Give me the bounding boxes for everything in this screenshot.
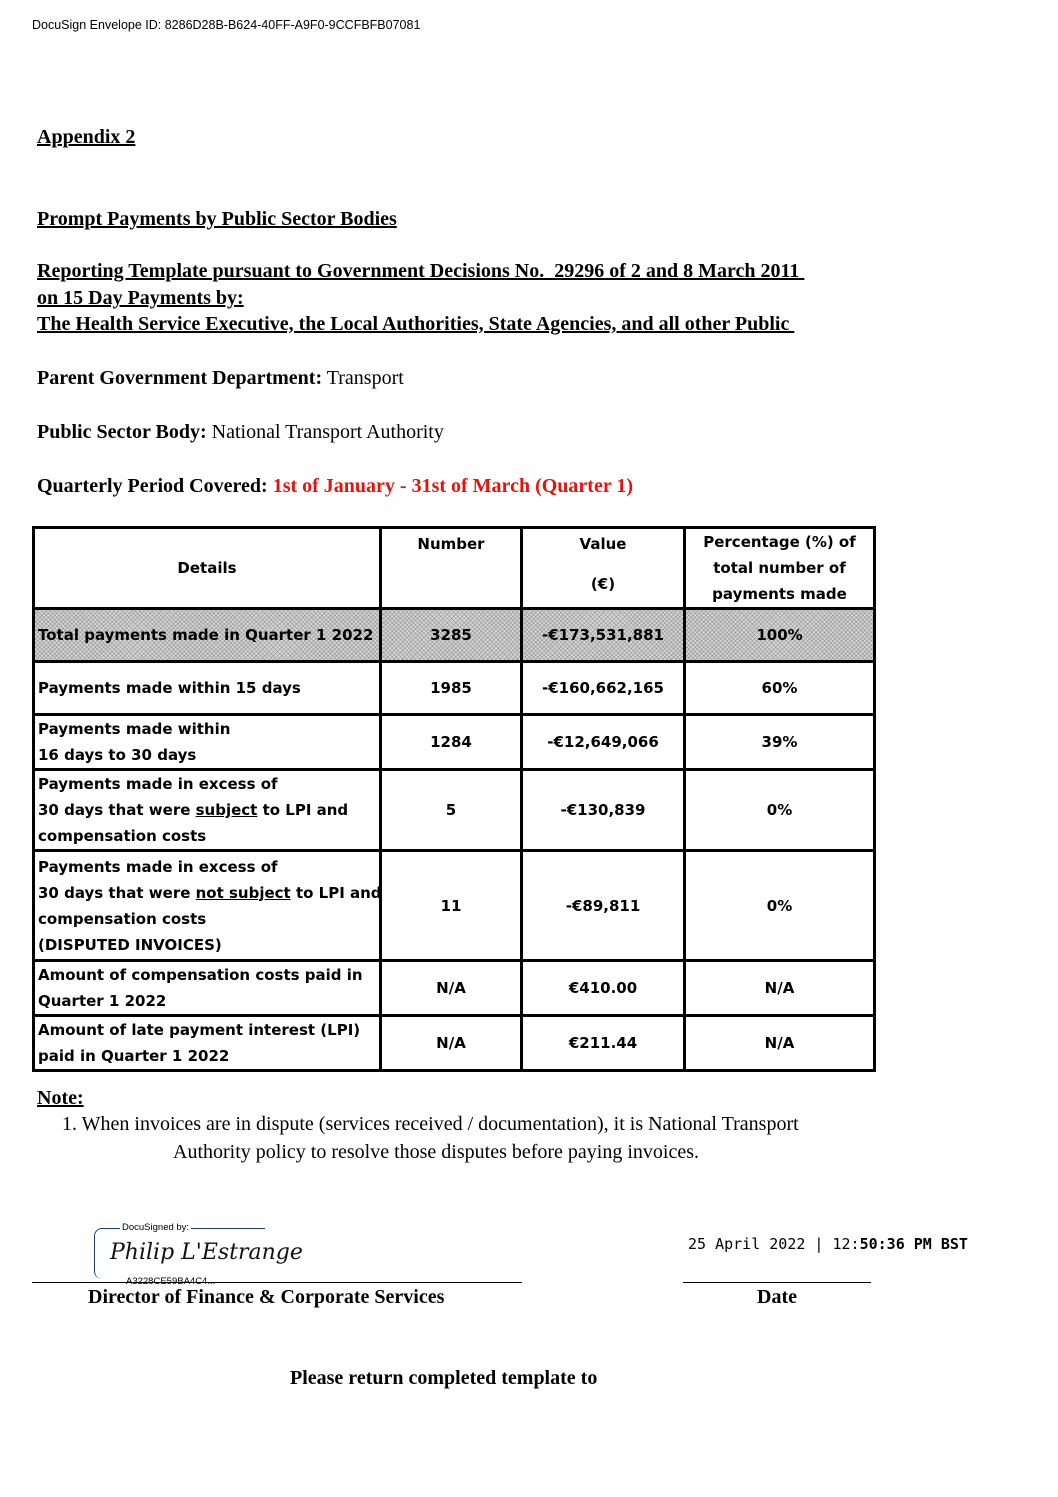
payments-table [32,526,876,1072]
docusign-id: A3228CE59BA4C4... [126,1276,216,1287]
details-line-3: compensation costs [38,909,207,928]
signed-date [688,1235,968,1253]
cell-details [34,1016,381,1071]
envelope-id: DocuSign Envelope ID: 8286D28B-B624-40FF-A9F0-9CCFBFB07081 [32,18,421,32]
details-text: to LPI and [290,883,382,902]
header-pct-line-1: Percentage (%) of [703,533,856,551]
header-details: Details [34,528,381,609]
header-value-line-1: Value [579,535,627,553]
cell-number: 5 [381,770,522,851]
subheading-line-2: on 15 Day Payments by: [37,287,244,309]
appendix-title: Appendix 2 [37,126,136,148]
details-line-1: Payments made in excess of [38,775,278,793]
table-header-row [34,528,875,609]
cell-percentage: 39% [685,715,875,770]
table-row-compensation [34,961,875,1016]
cell-details: Total payments made in Quarter 1 2022 [34,609,381,662]
details-emphasis: subject [195,801,258,819]
public-body-line [37,421,444,444]
cell-number: N/A [381,961,522,1016]
details-text: 30 days that were [38,801,196,819]
header-number: Number [381,528,522,609]
details-line-2: Quarter 1 2022 [38,992,167,1010]
cell-percentage: N/A [685,961,875,1016]
cell-value: €211.44 [522,1016,685,1071]
details-line-2 [38,797,376,823]
header-value-line-2: (€) [590,575,616,593]
header-percentage [685,528,875,609]
cell-number: 11 [381,851,522,961]
cell-value: -€130,839 [522,770,685,851]
details-line-2 [38,880,382,906]
note-line-2: Authority policy to resolve those disputes before paying invoices. [173,1141,700,1163]
department-line [37,367,404,390]
details-line-1: Amount of late payment interest (LPI) [38,1021,361,1039]
period-label: Quarterly Period Covered: [37,475,268,497]
details-line-2: paid in Quarter 1 2022 [38,1047,230,1065]
signature: Philip L'Estrange [110,1240,303,1265]
details-line-1: Payments made within [38,720,231,738]
cell-percentage: N/A [685,1016,875,1071]
signed-time-text: 50:36 PM BST [859,1235,968,1253]
public-body-label: Public Sector Body: [37,421,207,443]
header-pct-line-2: total number of [713,559,846,577]
cell-percentage: 60% [685,662,875,715]
period-line [37,475,633,498]
cell-value: -€89,811 [522,851,685,961]
cell-number: 1284 [381,715,522,770]
cell-value: -€173,531,881 [522,609,685,662]
department-value: Transport [322,367,404,389]
header-value [522,528,685,609]
details-emphasis: not subject [195,883,291,902]
note-heading: Note: [37,1087,84,1109]
signer-caption: Director of Finance & Corporate Services [88,1286,445,1308]
cell-details [34,770,381,851]
signed-date-text: 25 April 2022 | 12: [688,1235,860,1253]
cell-number: 1985 [381,662,522,715]
cell-number: N/A [381,1016,522,1071]
cell-percentage: 0% [685,851,875,961]
page-title: Prompt Payments by Public Sector Bodies [37,208,397,230]
details-line-2: 16 days to 30 days [38,746,197,764]
details-line-4: (DISPUTED INVOICES) [38,935,222,954]
table-row-subject-lpi [34,770,875,851]
cell-details [34,851,381,961]
details-text: 30 days that were [38,883,196,902]
cell-value: -€12,649,066 [522,715,685,770]
details-text: to LPI and [257,801,349,819]
table-row-late-interest [34,1016,875,1071]
cell-details [34,715,381,770]
subheading-line-3: The Health Service Executive, the Local Authorities, State Agencies, and all other Public [37,313,795,335]
details-line-3: compensation costs [38,827,207,845]
table-row-not-subject-lpi [34,851,875,961]
cell-details: Payments made within 15 days [34,662,381,715]
public-body-value: National Transport Authority [206,421,444,443]
note-line-1: 1. When invoices are in dispute (services received / documentation), it is National Transport [62,1113,799,1135]
cell-number: 3285 [381,609,522,662]
details-line-1: Amount of compensation costs paid in [38,966,363,984]
return-instruction: Please return completed template to [290,1367,598,1389]
period-value: 1st of January - 31st of March (Quarter 1) [267,475,633,497]
table-row-within-15 [34,662,875,715]
cell-value: €410.00 [522,961,685,1016]
cell-percentage: 0% [685,770,875,851]
date-caption: Date [757,1286,797,1308]
cell-percentage: 100% [685,609,875,662]
cell-value: -€160,662,165 [522,662,685,715]
subheading-line-1: Reporting Template pursuant to Government Decisions No. 29296 of 2 and 8 March 2011 [37,260,805,282]
cell-details [34,961,381,1016]
signature-line [32,1282,522,1283]
table-row-within-30 [34,715,875,770]
docusign-label: DocuSigned by: [122,1222,190,1233]
details-line-1: Payments made in excess of [38,857,278,876]
table-row-total [34,609,875,662]
department-label: Parent Government Department: [37,367,323,389]
header-pct-line-3: payments made [712,585,847,603]
date-line [683,1282,871,1283]
